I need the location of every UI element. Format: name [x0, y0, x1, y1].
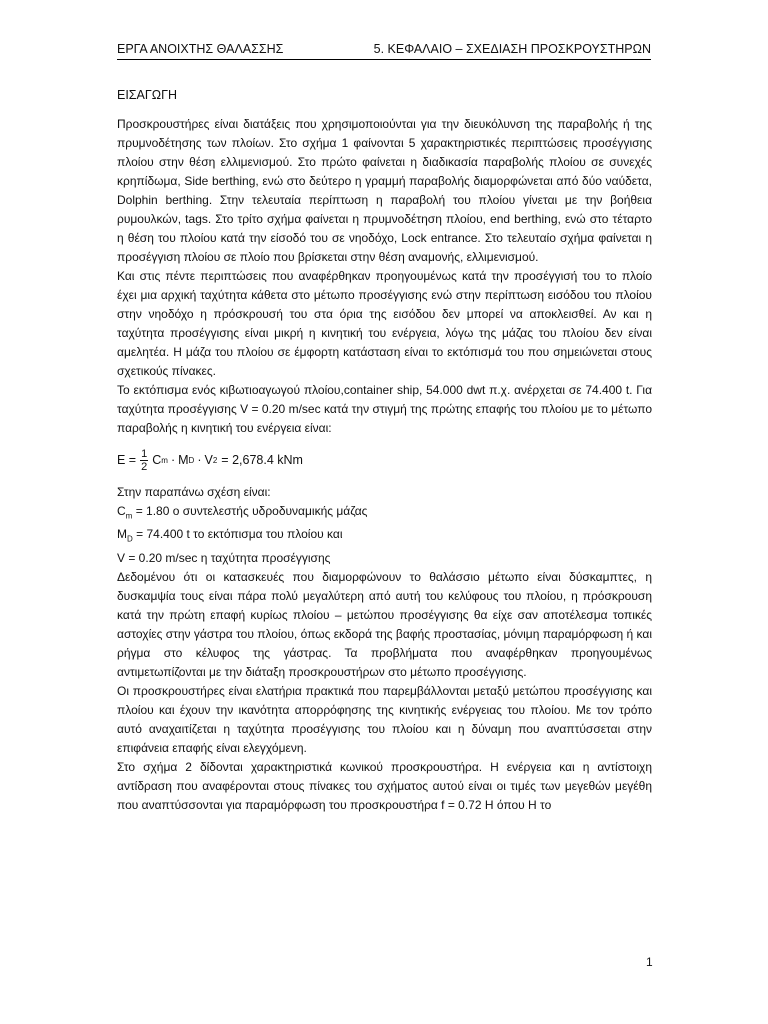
formula-rhs: = 2,678.4 kNm — [221, 453, 303, 467]
formula-fraction — [140, 448, 148, 473]
formula-c: C — [152, 453, 162, 467]
paragraph-5: Δεδομένου ότι οι κατασκευές που διαμορφώνουν το θαλάσσιο μέτωπο είναι δύσκαμπτες, η δυσκαμψία τους είναι πάρα πολύ μεγαλύτερη από αυτή του κελύφους του πλοίου, η πρόσκρουση κατά την πρώτη επαφή κυρίως πλοίου – μετώπου προσέγγισης θα είχε σαν αποτέλεσμα τοπικές αστοχίες στην γάστρα του πλοίου, όπως εκδορά της βαφής προστασίας, μόνιμη παραμόρφωση ή και ρήγμα στο κέλυφος της γάστρας. Τα προβλήματα που αναφέρθηκαν προηγουμένως αντιμετωπίζονται με την διάταξη προσκρουστήρων στο μέτωπο προσέγγισης. — [117, 569, 652, 679]
formula-c-sub: m — [161, 456, 168, 465]
energy-formula — [117, 448, 652, 473]
definition-cm — [117, 502, 652, 525]
md-symbol: M — [117, 527, 127, 542]
paragraph-4: Στην παραπάνω σχέση είναι: — [117, 485, 271, 499]
paragraph-1: Προσκρουστήρες είναι διατάξεις που χρησιμοποιούνται για την διευκόλυνση της παραβολής ή της πρυμνοδέτησης των πλοίων. Στο σχήμα 1 φαίνονται 5 χαρακτηριστικές περιπτώσεις προσέγγισης πλοίου στην θέση ελλιμενισμού. Στο πρώτο φαίνεται η διαδικασία παραβολής πλοίου σε συνεχές κρηπίδωμα, Side berthing, ενώ στο δεύτερο η γραμμή παραβολής διαμορφώνεται από δύο ναύδετα, Dolphin berthing. Στην τελευταία περίπτωση η παραβολή του πλοίου γίνεται με την βοήθεια ρυμουλκών, tags. Στο τρίτο σχήμα φαίνεται η πρυμνοδέτηση πλοίου, end berthing, ενώ στο τέταρτο η θέση του πλοίου κατά την είσοδό του σε νηοδόχο, Lock entrance. Στο τελευταίο σχήμα φαίνεται η προσέγγιση πλοίου σε πλοίο που βρίσκεται στην θέση αναμονής, ελλιμενισμού. — [117, 117, 652, 264]
paragraph-7: Στο σχήμα 2 δίδονται χαρακτηριστικά κωνικού προσκρουστήρα. Η ενέργεια και η αντίστοιχη αντίδραση που αναφέρονται στους πίνακες του σχήματος αυτού είναι οι τιμές των μεγεθών μεγέθη που αναπτύσσονται για παραμόρφωση του προσκρουστήρα f = 0.72 H όπου H το — [117, 759, 652, 812]
md-text: = 74.400 t το εκτόπισμα του πλοίου και — [136, 527, 343, 542]
header-left-title: ΕΡΓΑ ΑΝΟΙΧΤΗΣ ΘΑΛΑΣΣΗΣ — [117, 42, 284, 56]
paragraph-6: Οι προσκρουστήρες είναι ελατήρια πρακτικά που παρεμβάλλονται μεταξύ μετώπου προσέγγισης και πλοίου και έχουν την ικανότητα απορρόφησης της κινητικής ενέργειας του πλοίου. Με τον τρόπο αυτό αναχαιτίζεται η ταχύτητα προσέγγισης του πλοίου και η δύναμη που αναπτύσσεται στην επιφάνεια επαφής είναι ελεγχόμενη. — [117, 683, 652, 755]
formula-m-sub: D — [188, 456, 195, 465]
formula-v: V — [204, 453, 213, 467]
definition-md — [117, 525, 652, 548]
header-rule — [117, 59, 651, 60]
cm-text: = 1.80 ο συντελεστής υδροδυναμικής μάζας — [135, 504, 368, 518]
formula-dot-2: · — [197, 453, 202, 467]
body-text — [117, 115, 652, 815]
formula-m: M — [178, 453, 189, 467]
cm-symbol: C — [117, 504, 126, 518]
page-number: 1 — [646, 955, 653, 969]
formula-v-sup: 2 — [212, 456, 218, 465]
md-subscript: D — [127, 534, 133, 544]
fraction-numerator: 1 — [141, 448, 148, 460]
paragraph-2: Και στις πέντε περιπτώσεις που αναφέρθηκαν προηγουμένως κατά την προσέγγισή του το πλοίο έχει μια αρχική ταχύτητα κάθετα στο μέτωπο προσέγγισης ενώ στην περίπτωση εισόδου του πλοίου στην νηοδόχο η πρόσκρουσή του στα όρια της εισόδου δεν μπορεί να αποκλεισθεί. Αν και η ταχύτητα προσέγγισης είναι μικρή η κινητική του ενέργεια, λόγω της μάζας του πλοίου δεν είναι αμελητέα. Η μάζα του πλοίου σε έμφορτη κατάσταση είναι το εκτόπισμά του που σημειώνεται στους σχετικούς πίνακες. — [117, 269, 652, 378]
fraction-denominator: 2 — [141, 461, 148, 473]
formula-lhs: E = — [117, 453, 137, 467]
formula-dot-1: · — [170, 453, 176, 467]
definition-v: V = 0.20 m/sec η ταχύτητα προσέγγισης — [117, 550, 331, 565]
section-title: ΕΙΣΑΓΩΓΗ — [117, 88, 178, 102]
cm-subscript: m — [125, 511, 133, 521]
paragraph-3: Το εκτόπισμα ενός κιβωτιοαγωγού πλοίου,container ship, 54.000 dwt π.χ. ανέρχεται σε 74.400 t. Για ταχύτητα προσέγγισης V = 0.20 m/sec κατά την στιγμή της πρώτης επαφής του πλοίου με το μέτωπο παραβολής η κινητική του ενέργεια είναι: — [117, 383, 652, 435]
header-right-title: 5. ΚΕΦΑΛΑΙΟ – ΣΧΕΔΙΑΣΗ ΠΡΟΣΚΡΟΥΣΤΗΡΩΝ — [373, 42, 651, 56]
